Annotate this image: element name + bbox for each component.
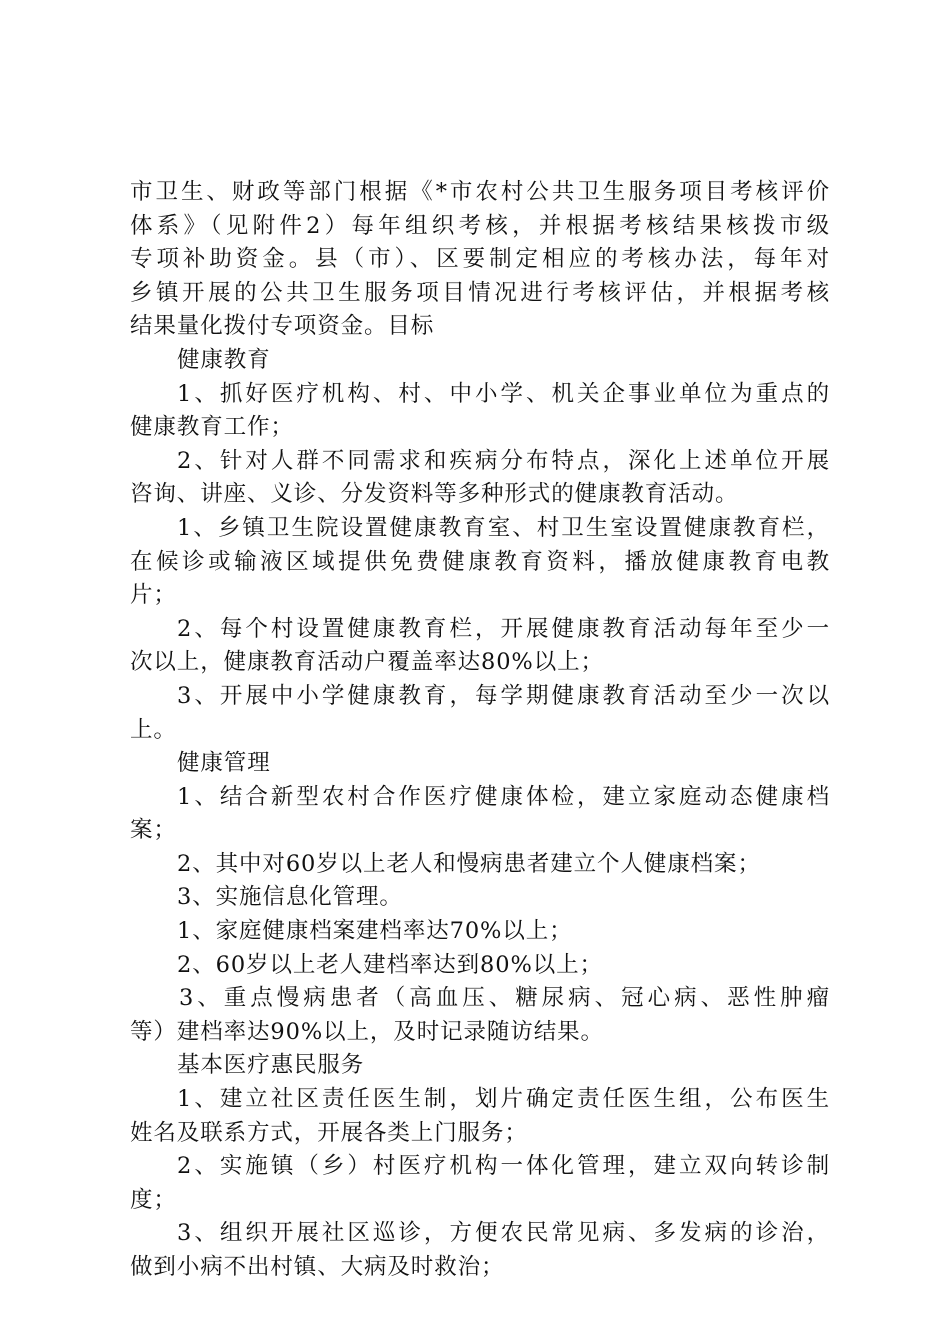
text-line: 上。 xyxy=(130,716,177,743)
section-heading-basic-medical-service: 基本医疗惠民服务 xyxy=(177,1052,365,1079)
text-line: 2、针对人群不同需求和疾病分布特点，深化上述单位开展 xyxy=(177,447,830,474)
text-line: 3、重点慢病患者（高血压、糖尿病、冠心病、恶性肿瘤 xyxy=(179,985,830,1012)
text-line: 结果量化拨付专项资金。目标 xyxy=(130,313,435,340)
text-line: 1、建立社区责任医生制，划片确定责任医生组，公布医生 xyxy=(177,1086,830,1113)
text-line: 片； xyxy=(130,582,177,609)
section-heading-health-education: 健康教育 xyxy=(177,346,271,373)
text-line: 度； xyxy=(130,1186,177,1213)
text-line: 市卫生、财政等部门根据《*市农村公共卫生服务项目考核评价 xyxy=(130,179,830,205)
section-heading-health-management: 健康管理 xyxy=(177,750,271,777)
text-line: 2、60岁以上老人建档率达到80%以上； xyxy=(177,951,603,978)
text-line: 1、乡镇卫生院设置健康教育室、村卫生室设置健康教育栏， xyxy=(177,514,830,541)
text-line: 在候诊或输液区域提供免费健康教育资料，播放健康教育电教 xyxy=(130,548,830,575)
text-line: 3、实施信息化管理。 xyxy=(177,884,403,911)
text-line: 专项补助资金。县（市）、区要制定相应的考核办法，每年对 xyxy=(130,246,830,273)
text-line: 3、组织开展社区巡诊，方便农民常见病、多发病的诊治， xyxy=(177,1220,830,1247)
text-line: 2、实施镇（乡）村医疗机构一体化管理，建立双向转诊制 xyxy=(177,1153,830,1180)
text-line: 做到小病不出村镇、大病及时救治； xyxy=(130,1254,505,1280)
text-line: 2、其中对60岁以上老人和慢病患者建立个人健康档案； xyxy=(177,850,761,877)
text-line: 次以上，健康教育活动户覆盖率达80%以上； xyxy=(130,649,604,676)
text-line: 姓名及联系方式，开展各类上门服务； xyxy=(130,1119,528,1146)
document-body xyxy=(130,176,830,1285)
text-line: 健康教育工作； xyxy=(130,414,294,441)
text-line: 1、结合新型农村合作医疗健康体检，建立家庭动态健康档 xyxy=(177,783,830,810)
text-line: 体系》（见附件2）每年组织考核，并根据考核结果核拨市级 xyxy=(130,212,830,239)
text-line: 案； xyxy=(130,817,177,844)
text-line: 3、开展中小学健康教育，每学期健康教育活动至少一次以 xyxy=(177,682,830,709)
text-line: 乡镇开展的公共卫生服务项目情况进行考核评估，并根据考核 xyxy=(130,279,830,306)
text-line: 等）建档率达90%以上，及时记录随访结果。 xyxy=(130,1018,604,1045)
text-line: 咨询、讲座、义诊、分发资料等多种形式的健康教育活动。 xyxy=(130,481,739,508)
text-line: 1、家庭健康档案建档率达70%以上； xyxy=(177,918,573,945)
text-line: 1、抓好医疗机构、村、中小学、机关企事业单位为重点的 xyxy=(177,380,830,407)
text-line: 2、每个村设置健康教育栏，开展健康教育活动每年至少一 xyxy=(177,615,830,642)
